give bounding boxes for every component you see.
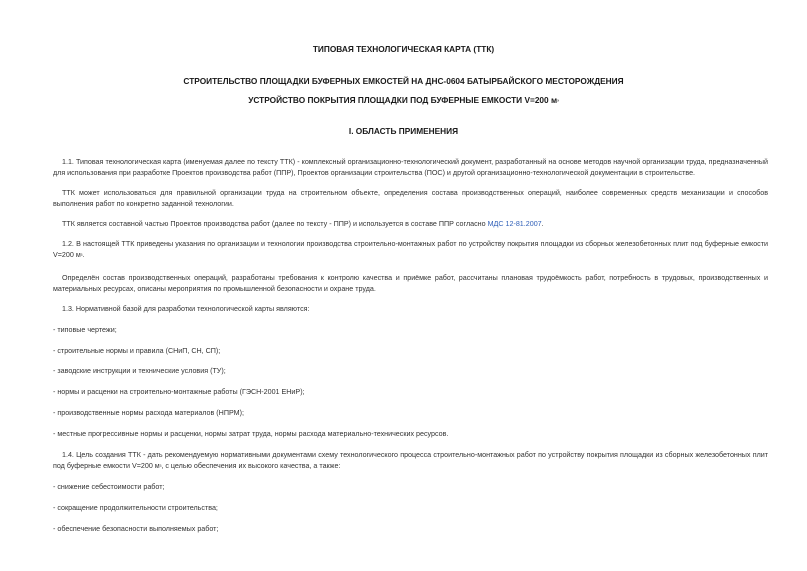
volume-unit-mark: ³ [557,99,559,105]
paragraph-1-2-text: 1.2. В настоящей ТТК приведены указания по организации и технологии производства строительно-монтажных работ по устройству покрытия площадки из сборных железобетонных плит под буферные емкости V=200 м [53,240,768,260]
paragraph-ppr-part [53,219,768,230]
list-item-goal: - обеспечение безопасности выполняемых работ; [53,525,219,533]
list-item-norm: - заводские инструкции и технические условия (ТУ); [53,367,226,375]
paragraph-1-2 [53,239,768,263]
paragraph-1-4 [53,450,768,474]
list-item-norm: - местные прогрессивные нормы и расценки, нормы затрат труда, нормы расхода материально-технических ресурсов. [53,430,449,438]
list-item-norm: - типовые чертежи; [53,326,117,334]
paragraph-ppr-end: . [541,220,544,228]
volume-unit-mark: ³ [159,464,162,471]
paragraph-usage: ТТК может использоваться для правильной организации труда на строительном объекте, определения состава производственных операций, наиболее современных средств механизации и способов выполнения работ по конкретно заданной технологии. [53,189,768,209]
paragraph-1-3: 1.3. Нормативной базой для разработки технологической карты являются: [62,305,310,313]
paragraph-1-2-end: . [82,251,85,260]
document-subtitle-work [0,95,807,108]
mds-link[interactable]: МДС 12-81.2007 [487,220,542,228]
subtitle-work-text: УСТРОЙСТВО ПОКРЫТИЯ ПЛОЩАДКИ ПОД БУФЕРНЫЕ ЕМКОСТИ V=200 м [248,95,558,105]
volume-unit-mark: ³ [80,253,83,260]
list-item-norm: - нормы и расценки на строительно-монтажные работы (ГЭСН-2001 ЕНиР); [53,388,305,396]
list-item-goal: - сокращение продолжительности строительства; [53,504,218,512]
list-item-norm: - строительные нормы и правила (СНиП, СН, СП); [53,347,221,355]
paragraph-1-1: 1.1. Типовая технологическая карта (именуемая далее по тексту ТТК) - комплексный организационно-технологический документ, разработанный на основе методов научной организации труда, предназначенный для использования при разработке Проектов производства работ (ППР), Проектов организации строительства (ПОС) и другой организационно-технологической документации в строительстве. [53,158,768,178]
paragraph-1-4-text: 1.4. Цель создания ТТК - дать рекомендуемую нормативными документами схему технологического процесса строительно-монтажных работ по устройству покрытия площадки из сборных железобетонных плит под буферные емкости V=200 м [53,451,768,471]
document-subtitle-object: СТРОИТЕЛЬСТВО ПЛОЩАДКИ БУФЕРНЫХ ЕМКОСТЕЙ НА ДНС-0604 БАТЫРБАЙСКОГО МЕСТОРОЖДЕНИЯ [183,76,624,86]
paragraph-operations: Определён состав производственных операций, разработаны требования к контролю качества и приёмке работ, рассчитаны плановая трудоёмкость работ, потребность в трудовых, производственных и материальных ресурсах, описаны мероприятия по промышленной безопасности и охране труда. [53,274,768,294]
list-item-goal: - снижение себестоимости работ; [53,483,165,491]
document-title: ТИПОВАЯ ТЕХНОЛОГИЧЕСКАЯ КАРТА (ТТК) [312,44,495,54]
list-item-norm: - производственные нормы расхода материалов (НПРМ); [53,409,244,417]
paragraph-1-4-end: , с целью обеспечения их высокого качества, а также: [161,462,341,471]
paragraph-ppr-text: ТТК является составной частью Проектов производства работ (далее по тексту - ППР) и используется в составе ППР согласно [62,220,488,228]
section-title-scope: I. ОБЛАСТЬ ПРИМЕНЕНИЯ [348,126,459,136]
